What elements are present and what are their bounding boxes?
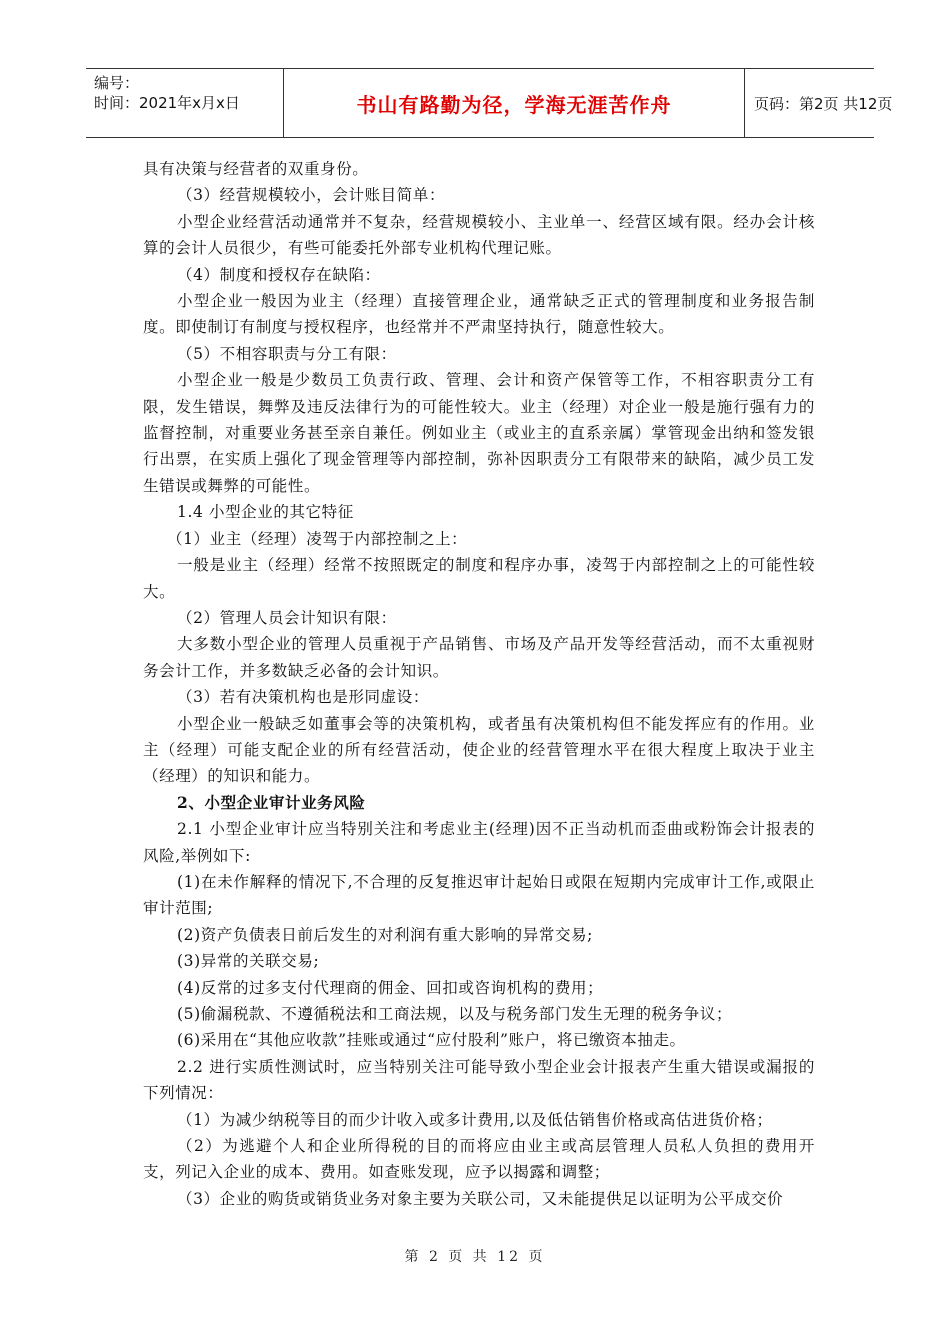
body-paragraph: 大多数小型企业的管理人员重视于产品销售、市场及产品开发等经营活动，而不太重视财务会计工作，并多数缺乏必备的会计知识。 xyxy=(143,635,815,680)
body-paragraph: (5)偷漏税款、不遵循税法和工商法规，以及与税务部门发生无理的税务争议； xyxy=(177,1005,733,1023)
body-paragraph: （2）为逃避个人和企业所得税的目的而将应由业主或高层管理人员私人负担的费用开支，列记入企业的成本、费用。如查账发现，应予以揭露和调整； xyxy=(143,1137,815,1182)
header-page-cell xyxy=(744,69,893,137)
header-motto-cell xyxy=(283,69,745,137)
page-footer: 第 2 页 共 12 页 xyxy=(404,1249,546,1265)
header-motto: 书山有路勤为径，学海无涯苦作舟 xyxy=(356,92,672,117)
page-header xyxy=(86,68,893,138)
body-paragraph: （5）不相容职责与分工有限： xyxy=(177,344,397,363)
body-paragraph: 小型企业一般因为业主（经理）直接管理企业，通常缺乏正式的管理制度和业务报告制度。即使制订有制度与授权程序，也经常并不严肃坚持执行，随意性较大。 xyxy=(143,292,815,337)
header-meta xyxy=(86,69,283,137)
body-paragraph: 小型企业一般缺乏如董事会等的决策机构，或者虽有决策机构但不能发挥应有的作用。业主（经理）可能支配企业的所有经营活动，使企业的经营管理水平在很大程度上取决于业主（经理）的知识和能力。 xyxy=(143,714,815,786)
body-paragraph: 2.1 小型企业审计应当特别关注和考虑业主(经理)因不正当动机而歪曲或粉饰会计报表的风险,举例如下: xyxy=(143,820,815,865)
document-time-label: 时间：2021年x月x日 xyxy=(94,94,240,112)
body-paragraph: 一般是业主（经理）经常不按照既定的制度和程序办事，凌驾于内部控制之上的可能性较大。 xyxy=(143,556,815,601)
body-paragraph: （3）若有决策机构也是形同虚设： xyxy=(177,688,429,707)
body-paragraph: 1.4 小型企业的其它特征 xyxy=(177,503,354,522)
body-paragraph: (3)异常的关联交易; xyxy=(177,952,320,971)
body-paragraph: (1)在未作解释的情况下,不合理的反复推迟审计起始日或限在短期内完成审计工作,或限止审计范围; xyxy=(143,872,815,918)
body-paragraph: 小型企业一般是少数员工负责行政、管理、会计和资产保管等工作，不相容职责分工有限，发生错误，舞弊及违反法律行为的可能性较大。业主（经理）对企业一般是施行强有力的监督控制，对重要业务甚至亲自兼任。例如业主（或业主的直系亲属）掌管现金出纳和签发银行出票，在实质上强化了现金管理等内部控制，弥补因职责分工有限带来的缺陷，减少员工发生错误或舞弊的可能性。 xyxy=(143,371,815,495)
body-paragraph: （2）管理人员会计知识有限： xyxy=(177,608,397,627)
body-paragraph: 2.2 进行实质性测试时，应当特别关注可能导致小型企业会计报表产生重大错误或漏报的下列情况： xyxy=(143,1057,815,1103)
document-body xyxy=(143,156,815,1212)
body-paragraph: (6)采用在“其他应收款”挂账或通过“应付股利”账户，将已缴资本抽走。 xyxy=(177,1031,686,1050)
body-paragraph: (4)反常的过多支付代理商的佣金、回扣或咨询机构的费用； xyxy=(177,978,604,997)
body-paragraph: （1）为减少纳税等目的而少计收入或多计费用,以及低估销售价格或高估进货价格； xyxy=(177,1110,773,1129)
document-number-label: 编号： xyxy=(94,74,140,92)
body-paragraph: (2)资产负债表日前后发生的对利润有重大影响的异常交易; xyxy=(177,925,593,944)
body-paragraph: 小型企业经营活动通常并不复杂，经营规模较小、主业单一、经营区域有限。经办会计核算的会计人员很少，有些可能委托外部专业机构代理记账。 xyxy=(143,212,815,258)
body-paragraph: 具有决策与经营者的双重身份。 xyxy=(143,160,369,178)
body-paragraph: （4）制度和授权存在缺陷： xyxy=(177,265,381,284)
body-paragraph: （1）业主（经理）凌驾于内部控制之上： xyxy=(167,529,468,548)
body-paragraph: （3）经营规模较小，会计账目简单： xyxy=(177,186,446,205)
header-page-info: 页码：第2页 共12页 xyxy=(754,94,893,113)
section-heading: 2、小型企业审计业务风险 xyxy=(177,792,366,812)
body-paragraph: （3）企业的购货或销货业务对象主要为关联公司，又未能提供足以证明为公平成交价 xyxy=(177,1189,784,1208)
